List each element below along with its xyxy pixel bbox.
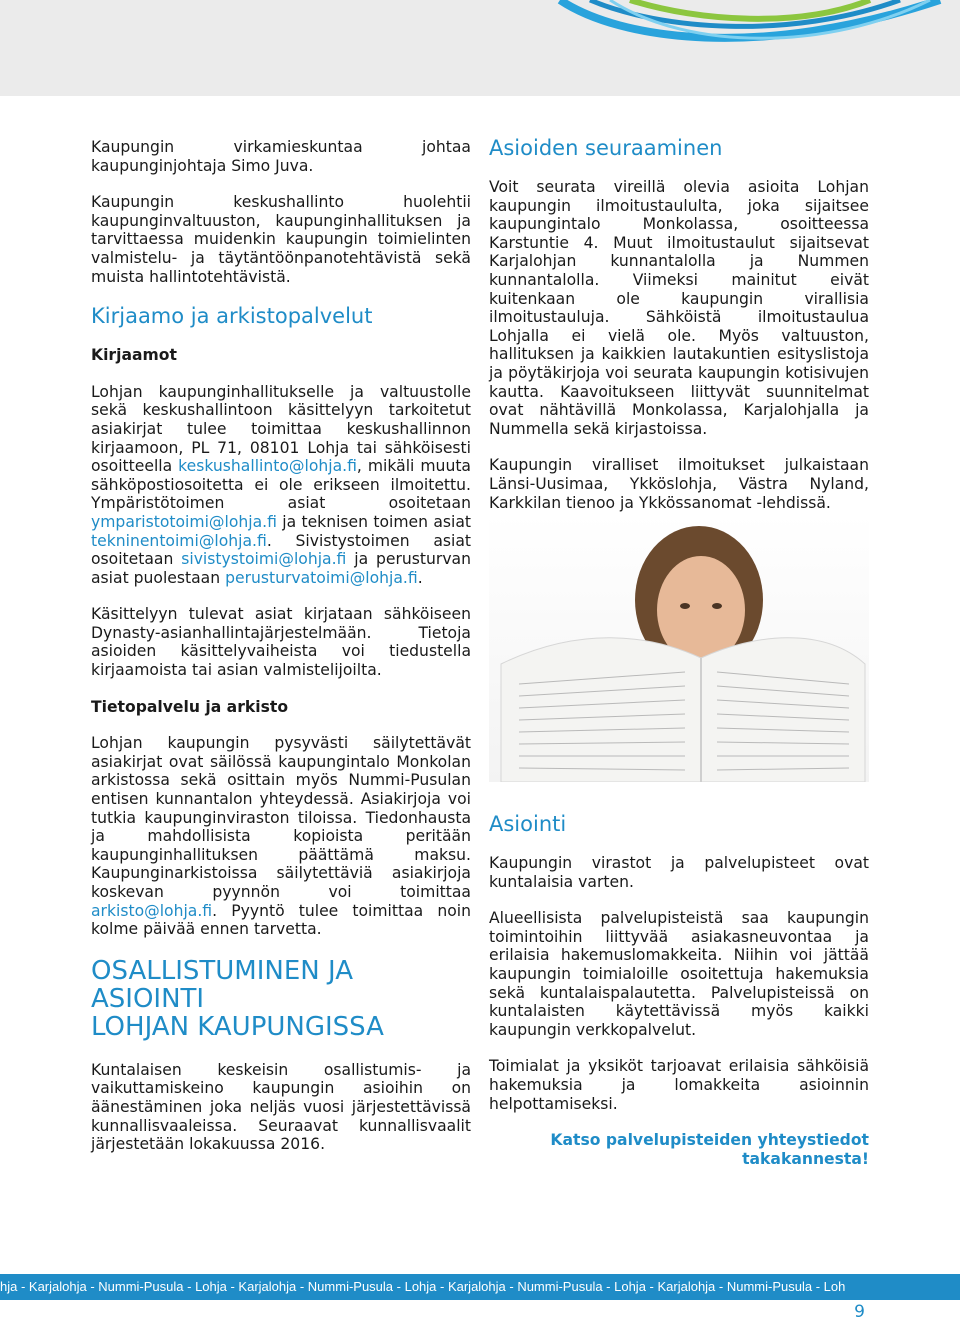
kirjaamot-paragraph: Lohjan kaupunginhallitukselle ja valtuustolle sekä keskushallintoon käsittelyyn tarkoitetut asiakirjat tulee toimittaa keskushallinnon kirjaamoon, PL 71, 08101 Lohja tai sähköisesti osoitteella keskushallinto@lohja.fi, mikäli muuta sähköpostiosoitetta ei ole erikseen ilmoitettu. Ympäristötoimen asiat osoitetaan ymparistotoimi@lohja.fi ja teknisen toimen asiat tekninentoimi@lohja.fi. Sivistystoimen asiat osoitetaan sivistystoimi@lohja.fi ja perusturvan asiat puolestaan perusturvatoimi@lohja.fi. <box>91 382 471 587</box>
email-link-ymparistotoimi[interactable]: ymparistotoimi@lohja.fi <box>91 512 277 531</box>
swoosh-graphic <box>0 0 960 96</box>
page-number: 9 <box>854 1302 865 1322</box>
right-column <box>489 136 869 530</box>
asioiden-seuraaminen-heading: Asioiden seuraaminen <box>489 136 723 160</box>
asiointi-section <box>489 812 869 1169</box>
keskushallinto-paragraph: Kaupungin keskushallinto huolehtii kaupunginvaltuuston, kaupunginhallituksen ja tarvittaessa muidenkin kaupungin toimielinten valmistelu- ja täytäntöönpanotehtävistä sekä muista hallintotehtävistä. <box>91 193 471 286</box>
tietopalvelu-subheading: Tietopalvelu ja arkisto <box>91 697 289 716</box>
kirjaamo-heading: Kirjaamo ja arkistopalvelut <box>91 304 373 329</box>
osallistuminen-paragraph: Kuntalaisen keskeisin osallistumis- ja vaikuttamiskeino kaupungin asioihin on äänestäminen joka neljäs vuosi järjestettävissä kunnallisvaaleissa. Seuraavat kunnallisvaalit järjestetään lokakuussa 2016. <box>91 1060 471 1154</box>
dynasty-paragraph: Käsittelyyn tulevat asiat kirjataan sähköiseen Dynasty-asianhallintajärjestelmään. Tietoja asioiden käsittelyvaiheista voi tiedustella kirjaamoista tai asian valmistelijoilta. <box>91 605 471 680</box>
email-link-keskushallinto[interactable]: keskushallinto@lohja.fi <box>178 457 357 476</box>
intro-paragraph: Kaupungin virkamieskuntaa johtaa kaupunginjohtaja Simo Juva. <box>91 138 471 175</box>
asioiden-paragraph-2: Kaupungin viralliset ilmoitukset julkaistaan Länsi-Uusimaa, Ykköslohja, Västra Nyland, Karkkilan tienoo ja Ykkössanomat -lehdissä. <box>489 456 869 512</box>
asiointi-heading: Asiointi <box>489 812 567 836</box>
asiointi-paragraph-1: Kaupungin virastot ja palvelupisteet ovat kuntalaisia varten. <box>489 854 869 891</box>
left-column <box>91 138 471 1172</box>
woman-reading-newspaper-photo <box>489 514 869 782</box>
photo-illustration <box>489 514 869 782</box>
email-link-tekninentoimi[interactable]: tekninentoimi@lohja.fi <box>91 531 267 550</box>
email-link-sivistystoimi[interactable]: sivistystoimi@lohja.fi <box>181 550 347 569</box>
footer-municipality-strip: hja - Karjalohja - Nummi-Pusula - Lohja - Karjalohja - Nummi-Pusula - Lohja - Karjalohja - Nummi-Pusula - Lohja - Karjalohja - Nummi-Pusula - Loh <box>0 1274 960 1300</box>
kirjaamot-subheading: Kirjaamot <box>91 346 177 365</box>
asiointi-paragraph-3: Toimialat ja yksiköt tarjoavat erilaisia sähköisiä hakemuksia ja lomakkeita asioinnin helpottamiseksi. <box>489 1057 869 1113</box>
asiointi-paragraph-2: Alueellisista palvelupisteistä saa kaupungin toimintoihin liittyvää asiakasneuvontaa ja erilaisia hakemuslomakkeita. Niihin voi jättää kaupungin toimialoille osoitettuja hakemuksia sekä kuntalaispalautetta. Palvelupisteissä on kuntalaisten käytettävissä myös kaikki kaupungin verkkopalvelut. <box>489 909 869 1039</box>
asioiden-paragraph-1: Voit seurata vireillä olevia asioita Lohjan kaupungin ilmoitustaululta, joka sijaitsee kaupungintalo Monkolassa, osoitteessa Karstuntie 4. Muut ilmoitustaulut sijaitsevat Karjalohjan kunnantalolla ja Nummen kunnantalolla. Viimeksi mainitut eivät kuitenkaan ole kaupungin virallisia ilmoitustauluja. Sähköistä ilmoitustaulua Lohjalla ei vielä ole. Myös valtuuston, hallituksen ja kaikkien lautakuntien esityslistoja ja pöytäkirjoja voi seurata kaupungin kotisivujen kautta. Kaavoitukseen liittyvät suunnitelmat ovat nähtävillä Monkolassa, Karjalohjalla ja Nummella sekä kirjastoissa. <box>489 178 869 438</box>
contact-info-callout: Katso palvelupisteiden yhteystiedot takakannesta! <box>550 1131 869 1169</box>
email-link-arkisto[interactable]: arkisto@lohja.fi <box>91 901 213 920</box>
tietopalvelu-paragraph: Lohjan kaupungin pysyvästi säilytettävät asiakirjat ovat säilössä kaupungintalo Monkolan arkistossa sekä osittain myös Nummi-Pusulan entisen kunnantalon yhteydessä. Asiakirjoja voi tutkia kaupunginviraston tiloissa. Tiedonhausta ja mahdollisista kopioista peritään kaupunginhallituksen päättämä maksu. Kaupunginarkistoissa säilytettäviä asiakirjoja koskevan pyynnön voi toimittaa arkisto@lohja.fi. Pyyntö tulee toimittaa noin kolme päivää ennen tarvetta. <box>91 734 471 939</box>
top-decorative-band <box>0 0 960 96</box>
email-link-perusturvatoimi[interactable]: perusturvatoimi@lohja.fi <box>225 568 418 587</box>
osallistuminen-heading: OSALLISTUMINEN JA ASIOINTI LOHJAN KAUPUNGISSA <box>91 955 384 1042</box>
